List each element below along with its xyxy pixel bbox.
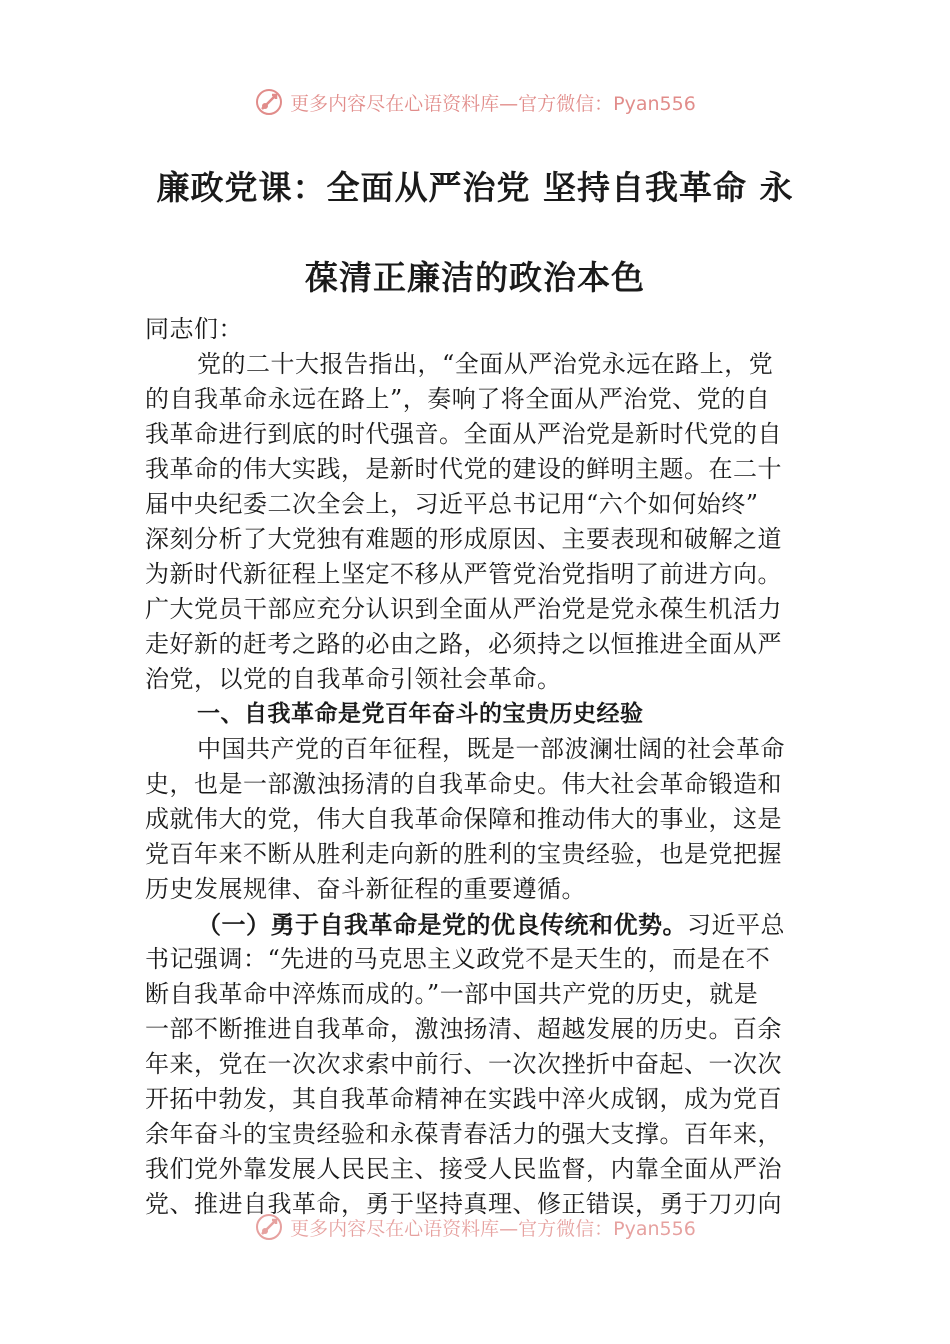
watermark-text: 更多内容尽在心语资料库—官方微信：Pyan556 [290, 92, 696, 115]
paragraph-line: 历史发展规律、奋斗新征程的重要遵循。 [145, 875, 586, 903]
document-title-line-2: 葆清正廉洁的政治本色 [305, 258, 645, 297]
section-heading-1: 一、自我革命是党百年奋斗的宝贵历史经验 [197, 701, 644, 727]
paragraph-line: 我革命进行到底的时代强音。全面从严治党是新时代党的自 [145, 420, 782, 448]
paragraph-line: 一部不断推进自我革命，激浊扬清、超越发展的历史。百余 [145, 1015, 782, 1043]
pen-logo-icon [254, 87, 284, 117]
paragraph-line: 广大党员干部应充分认识到全面从严治党是党永葆生机活力 [145, 595, 782, 623]
paragraph-line: 的自我革命永远在路上”，奏响了将全面从严治党、党的自 [145, 385, 771, 413]
document-title-line-1: 廉政党课：全面从严治党 坚持自我革命 永 [156, 168, 794, 207]
subsection-heading-1: （一）勇于自我革命是党的优良传统和优势。 [197, 910, 687, 939]
paragraph-line: 深刻分析了大党独有难题的形成原因、主要表现和破解之道 [145, 525, 782, 553]
paragraph-line: 断自我革命中淬炼而成的。”一部中国共产党的历史，就是 [145, 980, 759, 1008]
watermark-text: 更多内容尽在心语资料库—官方微信：Pyan556 [290, 1217, 696, 1240]
paragraph-line: 党、推进自我革命，勇于坚持真理、修正错误，勇于刀刃向 [145, 1190, 782, 1218]
watermark-top [0, 87, 950, 117]
paragraph-line: 余年奋斗的宝贵经验和永葆青春活力的强大支撑。百年来， [145, 1120, 782, 1148]
paragraph-line: 治党，以党的自我革命引领社会革命。 [145, 665, 562, 693]
paragraph-line: 我们党外靠发展人民民主、接受人民监督，内靠全面从严治 [145, 1155, 782, 1183]
paragraph-line: 走好新的赶考之路的必由之路，必须持之以恒推进全面从严 [145, 630, 782, 658]
paragraph-line: 成就伟大的党，伟大自我革命保障和推动伟大的事业，这是 [145, 805, 782, 833]
paragraph-line: 开拓中勃发，其自我革命精神在实践中淬火成钢，成为党百 [145, 1085, 782, 1113]
paragraph-line: 为新时代新征程上坚定不移从严管党治党指明了前进方向。 [145, 560, 782, 588]
pen-logo-icon [254, 1212, 284, 1242]
paragraph-line: 书记强调：“先进的马克思主义政党不是天生的，而是在不 [145, 945, 771, 973]
paragraph-line: 届中央纪委二次全会上，习近平总书记用“六个如何始终” [145, 490, 759, 518]
subsection-lead-line [145, 907, 810, 942]
paragraph-line: 党百年来不断从胜利走向新的胜利的宝贵经验，也是党把握 [145, 840, 782, 868]
watermark-bottom [0, 1212, 950, 1242]
paragraph-text: 习近平总 [687, 911, 785, 939]
salutation: 同志们： [145, 315, 243, 343]
paragraph-line: 中国共产党的百年征程，既是一部波澜壮阔的社会革命 [197, 735, 785, 763]
paragraph-line: 年来，党在一次次求索中前行、一次次挫折中奋起、一次次 [145, 1050, 782, 1078]
document-body [145, 312, 810, 1222]
paragraph-line: 我革命的伟大实践，是新时代党的建设的鲜明主题。在二十 [145, 455, 782, 483]
paragraph-line: 史，也是一部激浊扬清的自我革命史。伟大社会革命锻造和 [145, 770, 782, 798]
paragraph-line: 党的二十大报告指出，“全面从严治党永远在路上，党 [197, 350, 774, 378]
